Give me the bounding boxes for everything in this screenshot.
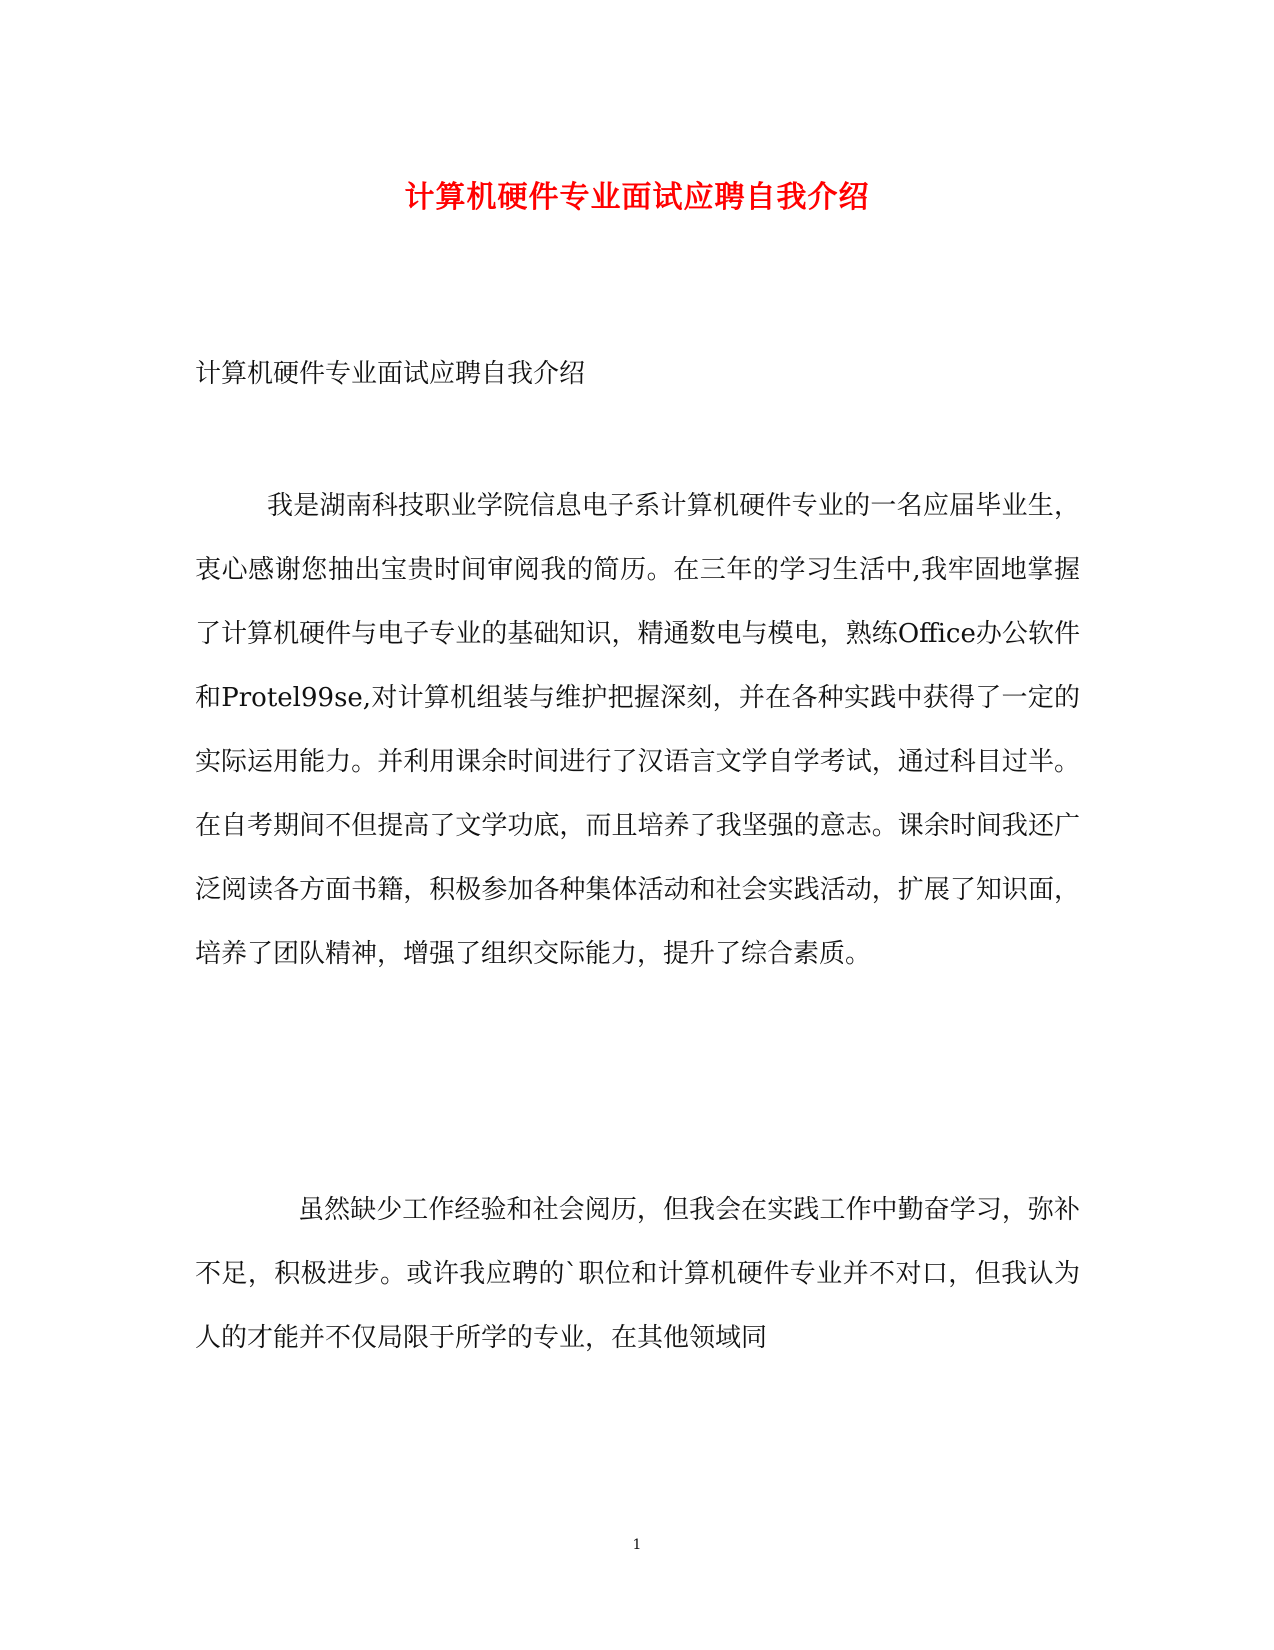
document-title: 计算机硬件专业面试应聘自我介绍 <box>404 180 870 215</box>
page-number: 1 <box>632 1537 642 1553</box>
body-paragraph-2: 虽然缺少工作经验和社会阅历，但我会在实践工作中勤奋学习，弥补不足，积极进步。或许我应聘的`职位和计算机硬件专业并不对口，但我认为人的才能并不仅局限于所学的专业，在其他领域同 <box>195 1195 1080 1353</box>
document-subtitle: 计算机硬件专业面试应聘自我介绍 <box>195 359 586 389</box>
body-paragraph-1: 我是湖南科技职业学院信息电子系计算机硬件专业的一名应届毕业生，衷心感谢您抽出宝贵时间审阅我的简历。在三年的学习生活中,我牢固地掌握了计算机硬件与电子专业的基础知识，精通数电与模电，熟练Office办公软件和Protel99se,对计算机组装与维护把握深刻，并在各种实践中获得了一定的实际运用能力。并利用课余时间进行了汉语言文学自学考试，通过科目过半。在自考期间不但提高了文学功底，而且培养了我坚强的意志。课余时间我还广泛阅读各方面书籍，积极参加各种集体活动和社会实践活动，扩展了知识面，培养了团队精神，增强了组织交际能力，提升了综合素质。 <box>195 491 1080 969</box>
